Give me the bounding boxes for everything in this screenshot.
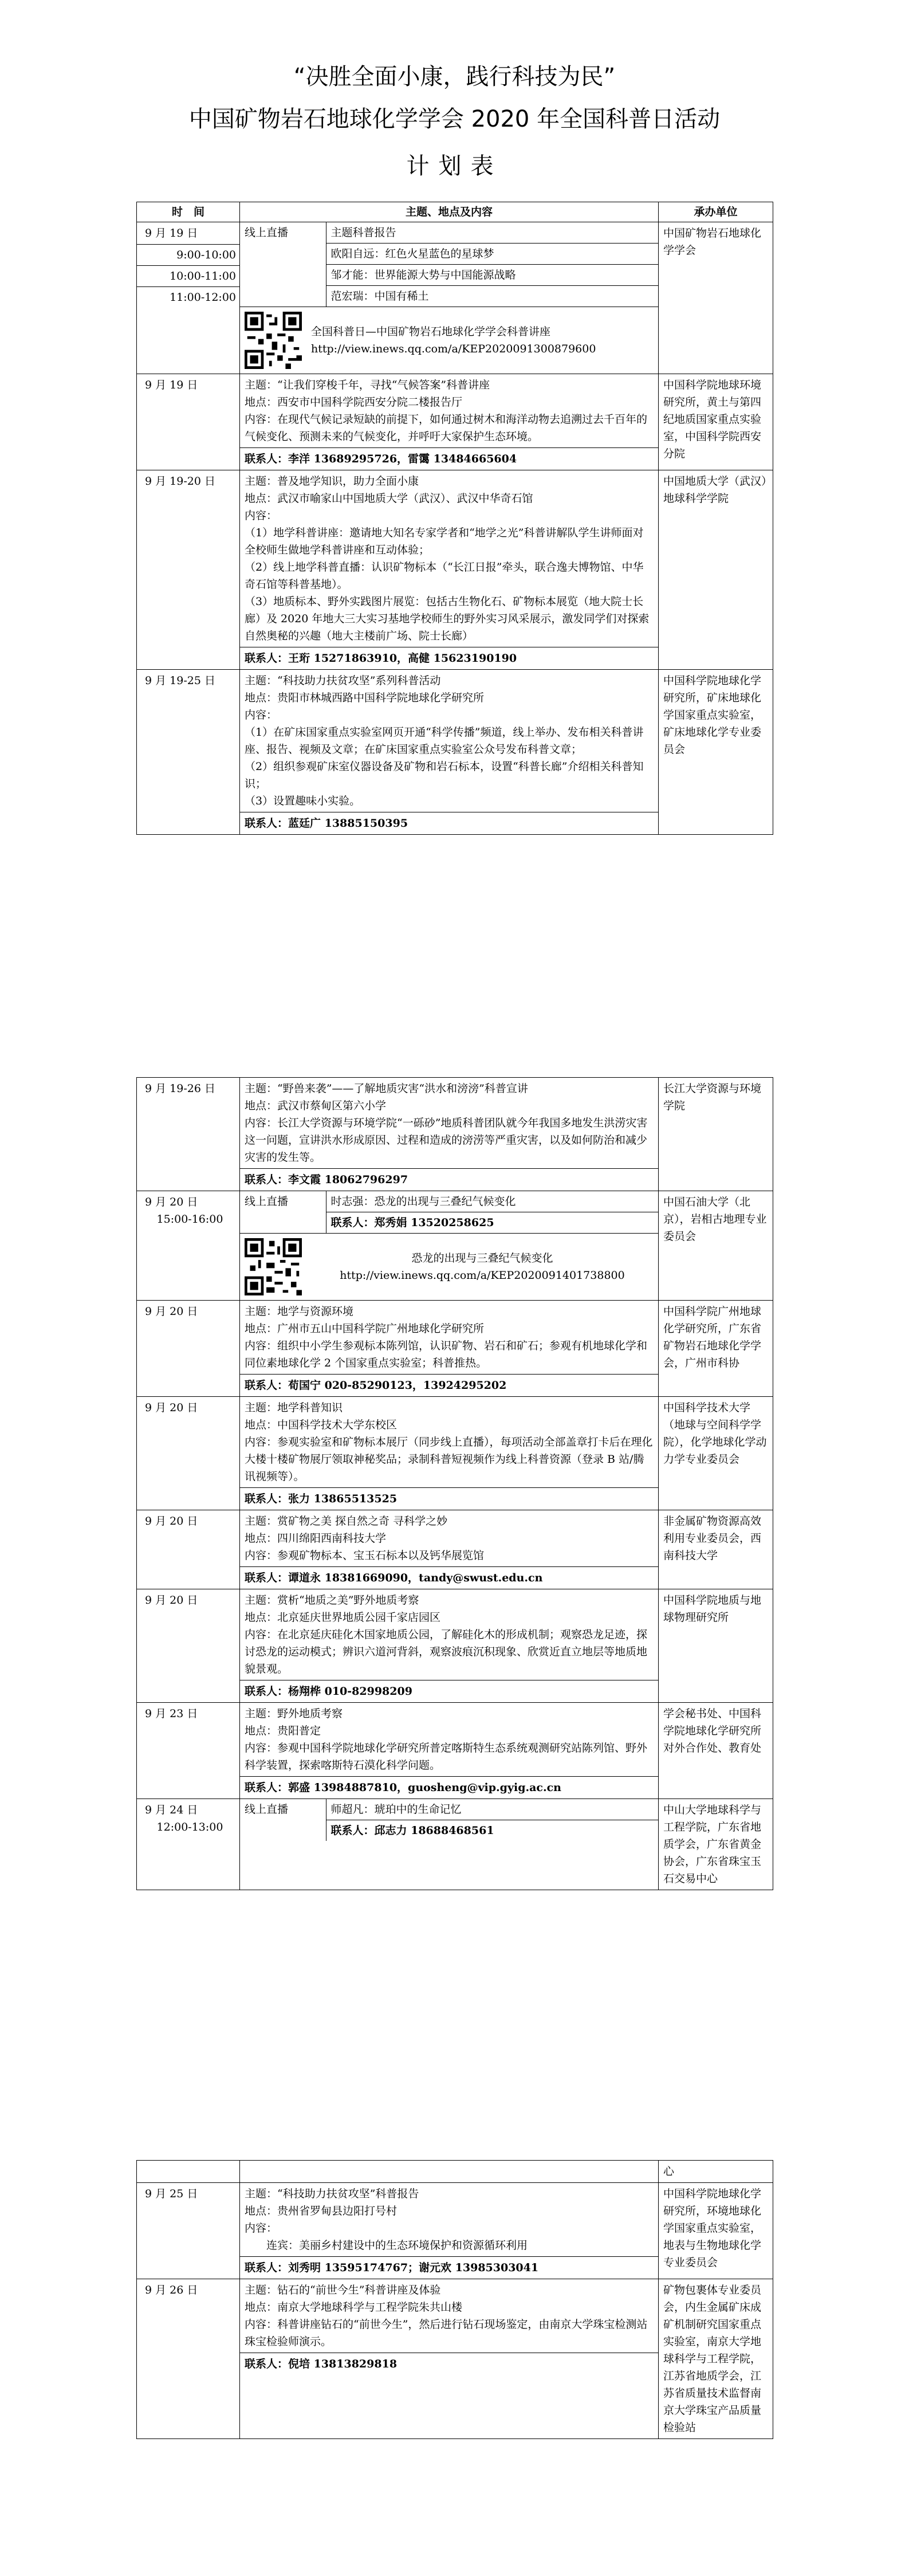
row-line: 主题：野外地质考察: [245, 1707, 343, 1720]
row-mode: 线上直播: [240, 1799, 326, 1841]
qr-block: [240, 307, 658, 374]
qr-title: 全国科普日—中国矿物岩石地球化学学会科普讲座: [311, 325, 551, 338]
table-row: [137, 2183, 773, 2279]
row-contact: 联系人：谭道永 18381669090，tandy@swust.edu.cn: [240, 1566, 658, 1589]
row-contact: 联系人：荀国宁 020-85290123，13924295202: [240, 1374, 658, 1396]
schedule-table-page-1: [136, 202, 773, 835]
qr-title: 恐龙的出现与三叠纪气候变化: [411, 1252, 553, 1265]
row-line: 内容：组织中小学生参观标本陈列馆，认识矿物、岩石和矿石；参观有机地球化学和同位素地球化学 2 个国家重点实验室；科普推热。: [245, 1340, 648, 1369]
row-line: （3）地质标本、野外实践图片展览：包括古生物化石、矿物标本展览（地大院士长廊）及 2020 年地大三大实习基地学校师生的野外实习风采展示，激发同学们对探索自然奥秘的兴趣（地大主楼前广场、院士长廊）: [245, 595, 650, 642]
row-line: 地点：武汉市喻家山中国地质大学（武汉）、武汉中华奇石馆: [245, 492, 533, 505]
row-line: 主题：赏矿物之美 探自然之奇 寻科学之妙: [245, 1515, 448, 1527]
session-item: 邹才能：世界能源大势与中国能源战略: [326, 265, 658, 286]
row-unit: 中国科学院地质与地球物理研究所: [659, 1589, 773, 1703]
table-row: [137, 1703, 773, 1799]
row-unit: 中国科学院地球化学研究所，环境地球化学国家重点实验室，地表与生物地球化学专业委员会: [659, 2183, 773, 2279]
row-mode: 线上直播: [240, 222, 326, 307]
row-line: 连宾：美丽乡村建设中的生态环境保护和资源循环利用: [245, 2239, 528, 2252]
qr-block: [240, 1234, 658, 1300]
row-time-slot: 12:00-13:00: [156, 1821, 223, 1833]
table-row: [137, 1397, 773, 1510]
session-table: [240, 1799, 658, 1841]
row-line: （2）线上地学科普直播：认识矿物标本（“长江日报”牵头，联合逸夫博物馆、中华奇石馆等科普基地）。: [245, 561, 644, 591]
row-time-slot: 11:00-12:00: [170, 291, 236, 304]
row-time: 9 月 20 日: [137, 1589, 240, 1703]
row-line: （1）地学科普讲座：邀请地大知名专家学者和“地学之光”科普讲解队学生讲师面对全校师生做地学科普讲座和互动体验；: [245, 527, 644, 556]
row-time-slot: 15:00-16:00: [156, 1213, 223, 1226]
row-unit: 非金属矿物资源高效利用专业委员会，西南科技大学: [659, 1510, 773, 1589]
row-time: 9 月 23 日: [137, 1703, 240, 1799]
row-line: 内容：在北京延庆硅化木国家地质公园，了解硅化木的形成机制；观察恐龙足迹，探讨恐龙的运动模式；辨识六道河背斜，观察波痕沉积现象、欣赏近直立地层等地质地貌景观。: [245, 1628, 648, 1675]
table-row: [137, 470, 773, 670]
row-line: （2）组织参观矿床室仪器设备及矿物和岩石标本，设置“科普长廊”介绍相关科普知识；: [245, 760, 644, 790]
row-line: 内容：长江大学资源与环境学院“一砾砂”地质科普团队就今年我国多地发生洪涝灾害这一问题，宣讲洪水形成原因、过程和造成的滂涝等严重灾害，以及如何防治和减少灾害的发生等。: [245, 1117, 648, 1164]
session-item: 时志强：恐龙的出现与三叠纪气候变化: [326, 1191, 658, 1212]
table-row: [137, 222, 773, 374]
table-row-continued: [137, 2161, 773, 2183]
row-time: 9 月 24 日: [145, 1804, 198, 1816]
row-unit: 长江大学资源与环境学院: [659, 1078, 773, 1191]
row-line: 内容：: [245, 709, 278, 721]
row-time-slot: 10:00-11:00: [137, 266, 239, 287]
qr-code-icon[interactable]: [245, 312, 302, 369]
session-table: [240, 1191, 658, 1234]
table-row: [137, 1301, 773, 1397]
row-line: 内容：科普讲座钻石的“前世今生”，然后进行钻石现场鉴定，由南京大学珠宝检测站珠宝检验师演示。: [245, 2318, 648, 2348]
schedule-table-page-3: [136, 2160, 773, 2439]
row-mode: 线上直播: [240, 1191, 326, 1234]
row-line: 地点：广州市五山中国科学院广州地球化学研究所: [245, 1322, 485, 1335]
row-time: 9 月 20 日: [137, 1397, 240, 1510]
row-time: 9 月 19 日: [137, 222, 239, 245]
row-line: （3）设置趣味小实验。: [245, 795, 361, 807]
table-row: [137, 1191, 773, 1301]
row-unit: 中山大学地球科学与工程学院，广东省地质学会，广东省黄金协会，广东省珠宝玉石交易中心: [659, 1799, 773, 1890]
row-line: 主题：地学与资源环境: [245, 1305, 354, 1318]
table-row: [137, 670, 773, 835]
row-line: 主题：地学科普知识: [245, 1401, 343, 1414]
table-row: [137, 1078, 773, 1191]
row-line: 地点：武汉市蔡甸区第六小学: [245, 1099, 387, 1112]
session-item: 主题科普报告: [326, 222, 658, 244]
header-time: 时 间: [137, 202, 240, 222]
row-line: 地点：四川绵阳西南科技大学: [245, 1532, 387, 1545]
row-line: 内容：参观实验室和矿物标本展厅（同步线上直播），每项活动全部盖章打卡后在理化大楼十楼矿物展厅领取神秘奖品；录制科普短视频作为线上科普资源（登录 B 站/腾讯视频等）。: [245, 1436, 653, 1483]
table-row: [137, 1799, 773, 1890]
row-unit: 中国石油大学（北京），岩相古地理专业委员会: [659, 1191, 773, 1301]
row-unit: 中国科学院广州地球化学研究所，广东省矿物岩石地球化学学会，广州市科协: [659, 1301, 773, 1397]
row-contact: 联系人：张力 13865513525: [240, 1487, 658, 1510]
qr-url-link[interactable]: http://view.inews.qq.com/a/KEP2020091401738800: [340, 1269, 625, 1282]
row-contact: 联系人：邱志力 18688468561: [326, 1820, 658, 1841]
row-contact: 联系人：王珩 15271863910，高健 15623190190: [240, 647, 658, 669]
row-contact: 联系人：李文霞 18062796297: [240, 1168, 658, 1191]
row-line: 地点：中国科学技术大学东校区: [245, 1419, 398, 1431]
row-time: 9 月 19-25 日: [137, 670, 240, 835]
row-unit: 中国科学技术大学（地球与空间科学学院），化学地球化学动力学专业委员会: [659, 1397, 773, 1510]
row-contact: 联系人：倪培 13813829818: [240, 2353, 658, 2375]
row-line: 主题：赏析“地质之美”野外地质考察: [245, 1594, 419, 1607]
row-line: 主题：“让我们穿梭千年，寻找“气候答案”科普讲座: [245, 379, 490, 391]
row-line: 地点：贵州省罗甸县边阳打号村: [245, 2205, 398, 2217]
title-line-3: 计划表: [406, 153, 503, 179]
row-unit-continued: 心: [659, 2161, 773, 2183]
row-time: 9 月 26 日: [137, 2279, 240, 2439]
row-unit: 中国科学院地球环境研究所，黄土与第四纪地质国家重点实验室，中国科学院西安分院: [659, 374, 773, 470]
row-line: 主题：“科技助力扶贫攻坚”科普报告: [245, 2188, 419, 2200]
table-row: [137, 1510, 773, 1589]
row-line: 内容：在现代气候记录短缺的前提下，如何通过树木和海洋动物去追溯过去千百年的气候变化、预测未来的气候变化，并呼吁大家保护生态环境。: [245, 413, 648, 443]
row-time: 9 月 20 日: [137, 1510, 240, 1589]
row-line: 地点：西安市中国科学院西安分院二楼报告厅: [245, 396, 463, 409]
session-table: [240, 222, 658, 307]
session-item: 范宏瑞：中国有稀土: [326, 286, 658, 307]
row-line: 内容：参观矿物标本、宝玉石标本以及钙华展览馆: [245, 1549, 485, 1562]
qr-url-link[interactable]: http://view.inews.qq.com/a/KEP2020091300879600: [311, 343, 596, 355]
row-contact: 联系人：刘秀明 13595174767；谢元欢 13985303041: [240, 2256, 658, 2279]
row-contact: 联系人：李洋 13689295726，雷霭 13484665604: [240, 447, 658, 470]
row-time: 9 月 20 日: [137, 1301, 240, 1397]
table-row: [137, 374, 773, 470]
row-time: 9 月 20 日: [145, 1196, 198, 1208]
row-contact: 联系人：杨翔桦 010-82998209: [240, 1680, 658, 1702]
row-unit: 中国科学院地球化学研究所，矿床地球化学国家重点实验室，矿床地球化学专业委员会: [659, 670, 773, 835]
header-content: 主题、地点及内容: [240, 202, 659, 222]
row-line: 主题：“科技助力扶贫攻坚”系列科普活动: [245, 674, 441, 687]
row-line: （1）在矿床国家重点实验室网页开通“科学传播”频道，线上举办、发布相关科普讲座、报告、视频及文章；在矿床国家重点实验室公众号发布科普文章；: [245, 726, 644, 756]
qr-code-icon[interactable]: [245, 1238, 302, 1295]
session-item: 欧阳自远：红色火星蓝色的星球梦: [326, 244, 658, 265]
row-contact: 联系人：郭盛 13984887810，guosheng@vip.gyig.ac.cn: [240, 1776, 658, 1799]
row-line: 地点：北京延庆世界地质公园千家店园区: [245, 1611, 441, 1624]
row-line: 地点：贵阳普定: [245, 1725, 321, 1737]
schedule-table-page-2: [136, 1077, 773, 1890]
row-time: 9 月 19-20 日: [137, 470, 240, 670]
row-line: 地点：贵阳市林城西路中国科学院地球化学研究所: [245, 692, 485, 704]
table-row: [137, 2279, 773, 2439]
row-time: 9 月 19-26 日: [137, 1078, 240, 1191]
header-unit: 承办单位: [659, 202, 773, 222]
row-unit: 中国矿物岩石地球化学学会: [659, 222, 773, 374]
row-contact: 联系人：蓝廷广 13885150395: [240, 812, 658, 834]
row-contact: 联系人：郑秀娟 13520258625: [326, 1212, 658, 1234]
row-line: 主题：“野兽来袭”——了解地质灾害“洪水和滂滂”科普宣讲: [245, 1082, 528, 1095]
row-line: 内容：: [245, 2222, 278, 2235]
row-unit: 中国地质大学（武汉）地球科学学院: [659, 470, 773, 670]
title-line-1: “决胜全面小康，践行科技为民”: [293, 64, 616, 90]
row-line: 内容：参观中国科学院地球化学研究所普定喀斯特生态系统观测研究站陈列馆、野外科学装置，探索喀斯特石漠化科学问题。: [245, 1742, 648, 1772]
row-unit: 学会秘书处、中国科学院地球化学研究所对外合作处、教育处: [659, 1703, 773, 1799]
row-line: 内容：: [245, 509, 278, 522]
title-line-2: 中国矿物岩石地球化学学会 2020 年全国科普日活动: [188, 106, 721, 132]
table-row: [137, 1589, 773, 1703]
row-time: 9 月 25 日: [137, 2183, 240, 2279]
row-unit: 矿物包裹体专业委员会，内生金属矿床成矿机制研究国家重点实验室，南京大学地球科学与工程学院，江苏省地质学会，江苏省质量技术监督南京大学珠宝产品质量检验站: [659, 2279, 773, 2439]
session-item: 师超凡：琥珀中的生命记忆: [326, 1799, 658, 1820]
row-line: 主题：钻石的“前世今生”科普讲座及体验: [245, 2284, 441, 2296]
row-line: 地点：南京大学地球科学与工程学院朱共山楼: [245, 2301, 463, 2314]
row-time: 9 月 19 日: [137, 374, 240, 470]
table-header: [137, 202, 773, 222]
row-time-slot: 9:00-10:00: [137, 245, 239, 266]
row-line: 主题：普及地学知识，助力全面小康: [245, 475, 419, 488]
